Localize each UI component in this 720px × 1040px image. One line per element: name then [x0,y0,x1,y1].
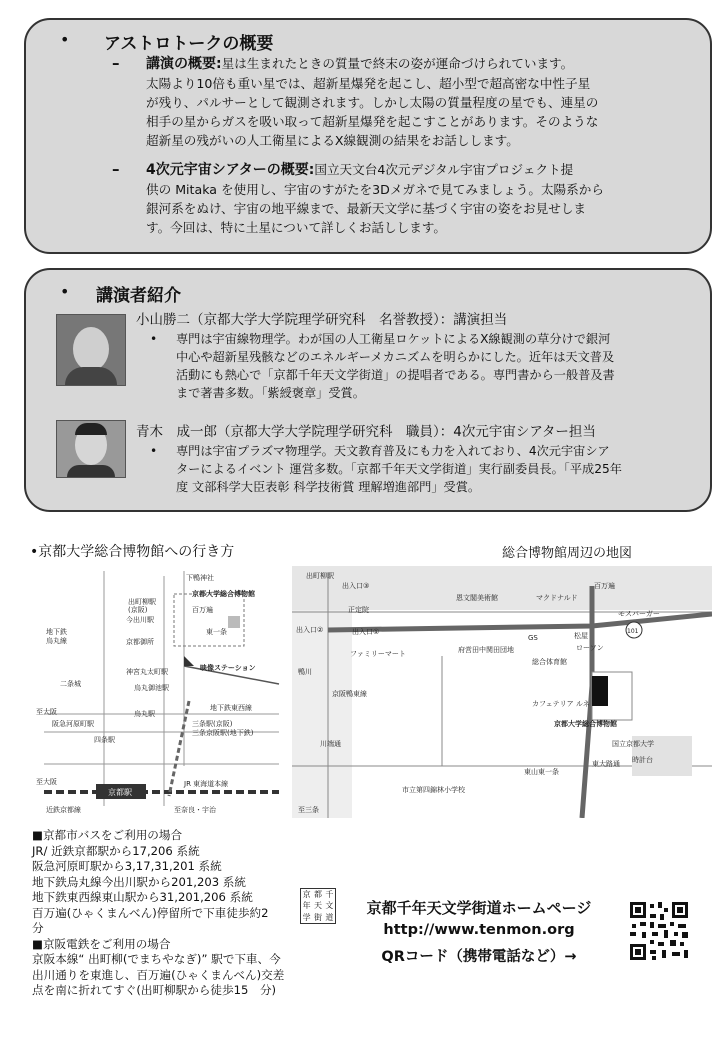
theater-line: 国立天文台4次元デジタル宇宙プロジェクト提 [314,162,574,177]
lecture-line: 太陽より10倍も重い星では、超新星爆発を起こし、超小型で超高密な中性子星 [146,76,591,91]
bio-line: 専門は宇宙プラズマ物理学。天文教育普及にも力を入れており、4次元宇宙シア [176,444,610,458]
map-label: 京都御所 [126,638,154,646]
map-label: 京都大学総合博物館 [192,590,255,598]
homepage-title: 京都千年天文学街道ホームページ [366,899,592,917]
map-label: 川端通 [320,740,341,748]
map-label: 四条駅 [94,736,115,744]
bio-line: 活動にも熱心で「京都千年天文学街道」の提唱者である。専門書から一般普及書 [176,368,615,382]
map-label: 出町柳駅 [306,572,334,580]
theater-label: 4次元宇宙シアターの概要: [146,162,315,178]
overview-panel [24,18,712,254]
map-label: 京都大学総合博物館 [554,720,617,728]
kyoto-station-label: 京都駅 [108,788,132,797]
map-label: JR 東海道本線 [184,780,229,788]
tenmon-logo: 京 都 千 年 天 文 学 街 道 [300,888,336,924]
bullet: • [150,332,158,346]
map-caption: 総合博物館周辺の地図 [502,546,633,561]
map-label: 鴨川 [298,668,312,676]
speaker2-photo [56,420,126,478]
lecture-summary [146,54,706,150]
map-label: 三条駅(京阪) [192,720,233,728]
lecture-label: 講演の概要: [146,56,222,72]
map-label: 時計台 [632,756,653,764]
access-line: 地下鉄烏丸線今出川駅から201,203 系統 [32,874,246,889]
map-label: 百万遍 [594,582,615,590]
map-label: 府営田中関田団地 [458,646,514,654]
access-line: 阪急河原町駅から3,17,31,201 系統 [32,859,222,873]
theater-summary [146,160,706,237]
map-label: (京阪) [128,606,148,614]
theater-line: 供の Mitaka を使用し、宇宙のすがたを3Dメガネで見てみましょう。太陽系から [146,182,604,197]
route-map [34,566,294,818]
access-line: ■京阪電鉄をご利用の場合 [32,936,171,951]
access-line: 京阪本線“ 出町柳(でまちやなぎ)” 駅で下車、今 [32,952,281,966]
lecture-line: 超新星の残がいの人工衛星によるX線観測の結果をお話しします。 [146,133,519,148]
speakers-title: 講演者紹介 [96,286,181,306]
map-label: 映像ステーション [200,664,256,672]
lecture-line: 星は生まれたときの質量で終末の姿が運命づけられています。 [221,56,574,71]
map-label: 松屋 [574,632,588,640]
bio-line: まで著書多数。「紫綬褒章」受賞。 [176,386,365,400]
theater-line: す。今回は、特に土星について詳しくお話しします。 [146,220,446,235]
map-label: GS [528,634,538,642]
bio-line: 専門は宇宙線物理学。わが国の人工衛星ロケットによるX線観測の草分けで銀河 [176,332,611,346]
qr-label: QRコード（携帯電話など）→ [381,949,577,965]
theater-line: 銀河系をぬけ、宇宙の地平線まで、最新天文学に基づく宇宙の姿をお見せしま [146,201,587,216]
map-label: 101 [627,628,639,635]
map-label: 恩文閣美術館 [456,594,498,602]
speaker2-name: 青木 成一郎（京都大学大学院理学研究科 職員）：4次元宇宙シアター担当 [136,424,596,440]
access-line: 出川通りを東進し、百万遍(ひゃくまんべん)交差 [32,967,285,982]
map-label: 東山東一条 [524,768,559,776]
speaker2-bio [176,442,706,496]
map-label: 地下鉄東西線 [210,704,252,712]
speaker1-photo [56,314,126,386]
map-label: マクドナルド [536,594,578,602]
map-label: 出入口① [352,628,380,636]
map-label: 出入口③ [342,582,370,590]
map-label: 至三条 [298,806,319,814]
map-label: カフェテリア ルネ [532,700,590,708]
map-label: 烏丸線 [46,637,67,645]
overview-title: アストロトークの概要 [104,34,274,54]
access-line: 百万遍(ひゃくまんべん)停留所で下車徒歩約2 [32,905,269,920]
map-label: 地下鉄 [46,628,67,636]
map-label: 京阪鴨東線 [332,690,367,698]
bio-line: ターによるイベント 運営多数。「京都千年天文学街道」実行副委員長。「平成25年 [176,462,622,476]
bio-line: 中心や超新星残骸などのエネルギーメカニズムを明らかにした。近年は天文普及 [176,350,615,364]
map-label: 市立第四錦林小学校 [402,786,465,794]
access-line: 地下鉄東西線東山駅から31,201,206 系統 [32,890,253,904]
bio-line: 度 文部科学大臣表彰 科学技術賞 理解増進部門」受賞。 [176,480,481,494]
map-label: 烏丸御池駅 [134,684,169,692]
bullet: • [150,444,158,458]
access-line: JR/ 近鉄京都駅から17,206 系統 [32,843,200,858]
bullet: • [60,30,70,49]
map-label: 正定院 [348,606,369,614]
map-label: 三条京阪駅(地下鉄) [192,729,254,737]
map-label: 出入口② [296,626,324,634]
speakers-panel [24,268,712,512]
dash: – [112,54,120,72]
map-label: 今出川駅 [126,616,154,624]
lecture-line: 相手の星からガスを吸い取って超新星爆発を起こすことがあります。そのような [146,114,599,129]
map-label: モスバーガー [618,610,660,618]
map-label: 近鉄京都線 [46,806,81,814]
map-label: ファミリーマート [350,650,406,658]
qr-code[interactable] [628,900,690,962]
map-label: 出町柳駅 [128,598,156,606]
map-label: 東一条 [206,628,227,636]
map-label: 至大阪 [36,708,57,716]
map-label: ローソン [576,644,604,652]
bullet: • [60,282,70,301]
map-label: 烏丸駅 [134,710,155,718]
map-label: 至大阪 [36,778,57,786]
speaker1-bio [176,330,706,402]
lecture-line: が残り、パルサーとして観測されます。しかし太陽の質量程度の星でも、連星の [146,95,599,110]
map-label: 二条城 [60,680,81,688]
access-line: 点を南に折れてすぐ(出町柳駅から徒歩15 分) [32,983,277,997]
neighbourhood-map [292,566,712,818]
map-label: 国立京都大学 [612,740,654,748]
access-heading: •京都大学総合博物館への行き方 [30,544,235,560]
map-label: 百万遍 [192,606,213,614]
map-label: 下鴨神社 [186,574,214,582]
speaker1-name: 小山勝二（京都大学大学院理学研究科 名誉教授）：講演担当 [136,312,508,328]
access-directions [32,828,302,999]
map-label: 総合体育館 [532,658,567,666]
access-line: 分 [32,921,44,935]
map-label: 阪急河原町駅 [52,720,94,728]
map-label: 神宮丸太町駅 [126,668,168,676]
homepage-url[interactable]: http://www.tenmon.org [383,922,575,938]
access-line: ■京都市バスをご利用の場合 [32,828,183,842]
map-label: 東大路通 [592,760,620,768]
map-label: 至奈良・宇治 [174,806,216,814]
dash: – [112,160,120,178]
